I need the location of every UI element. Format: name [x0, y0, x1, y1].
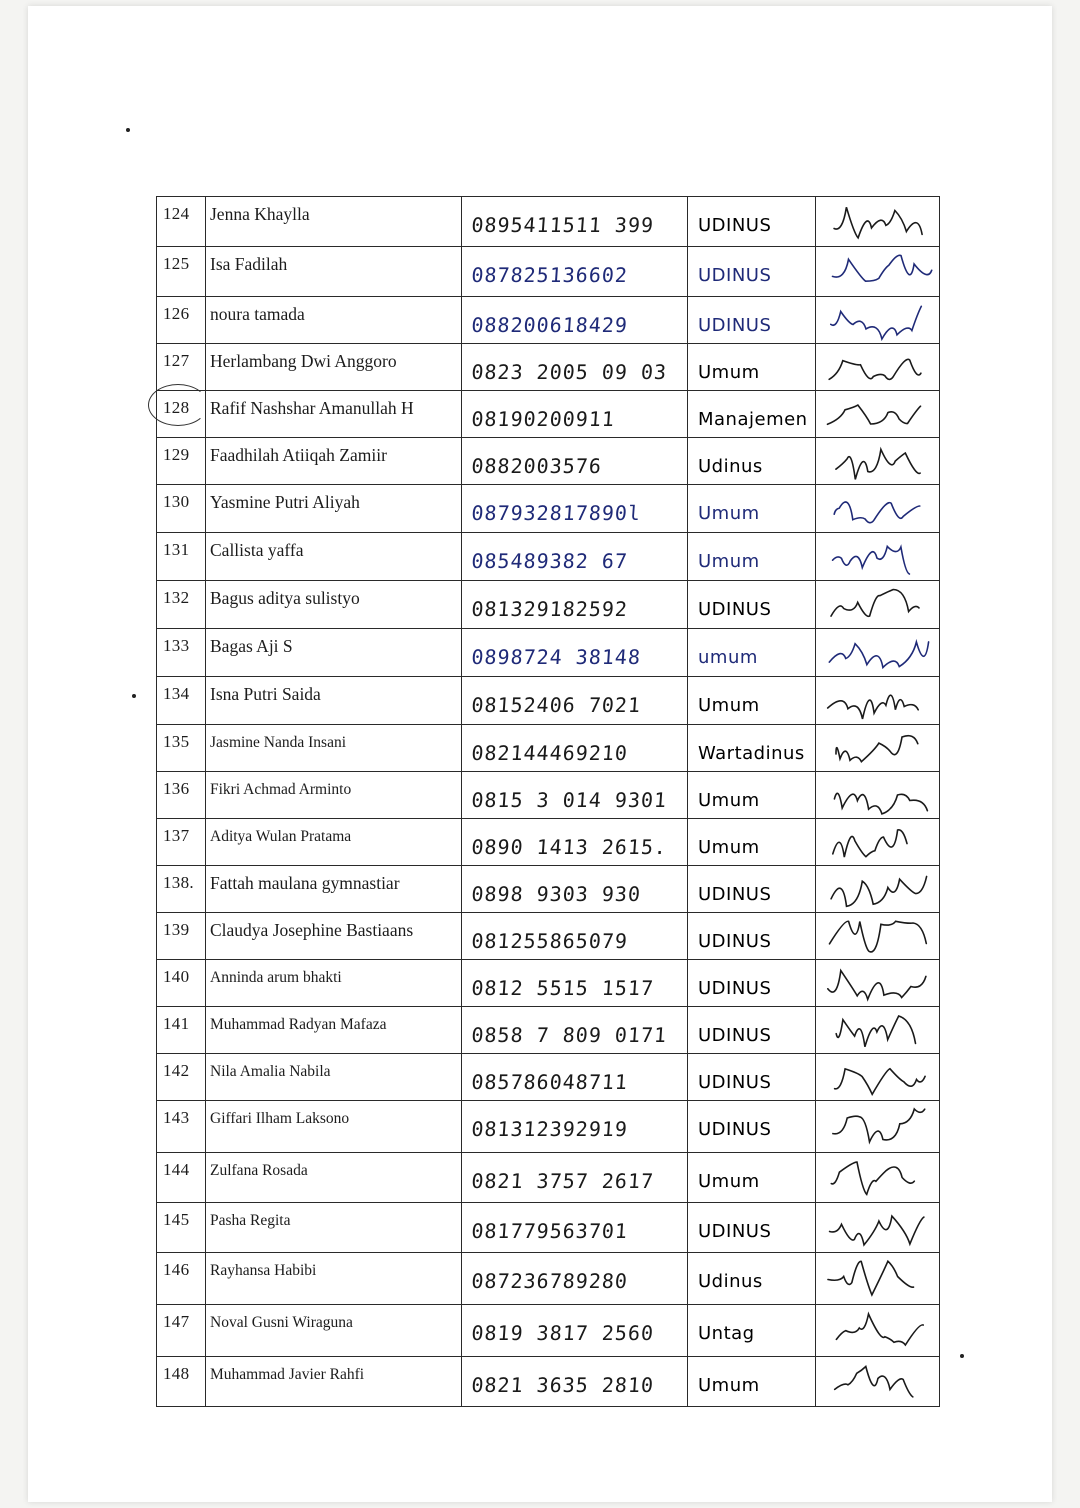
handwritten-phone: 088200618429 — [470, 313, 629, 337]
name-cell — [206, 344, 462, 391]
signature-scribble — [819, 1359, 937, 1403]
signature-scribble — [819, 1155, 937, 1199]
table-row — [157, 866, 940, 913]
table-row — [157, 1054, 940, 1101]
signature-scribble — [819, 1103, 937, 1147]
table-row — [157, 1153, 940, 1203]
table-row — [157, 197, 940, 247]
table-row — [157, 960, 940, 1007]
phone-cell — [462, 677, 688, 725]
row-number: 130 — [163, 492, 190, 511]
row-number-cell — [157, 581, 206, 629]
signature-scribble — [819, 1307, 937, 1351]
handwritten-phone: 087236789280 — [470, 1269, 629, 1293]
phone-cell — [462, 391, 688, 438]
table-row — [157, 725, 940, 772]
handwritten-institution: UDINUS — [698, 215, 772, 236]
table-row — [157, 629, 940, 677]
handwritten-institution: UDINUS — [698, 978, 772, 999]
row-number-cell — [157, 1305, 206, 1357]
signature-cell — [816, 1357, 940, 1407]
attendee-name: Rayhansa Habibi — [210, 1262, 317, 1279]
row-number: 142 — [163, 1061, 190, 1080]
signature-cell — [816, 581, 940, 629]
signature-scribble — [819, 1205, 937, 1249]
attendee-name: noura tamada — [210, 304, 305, 324]
institution-cell — [688, 1203, 816, 1253]
row-number-cell — [157, 1153, 206, 1203]
ink-dot — [126, 128, 130, 132]
phone-cell — [462, 344, 688, 391]
signature-cell — [816, 1203, 940, 1253]
row-number: 124 — [163, 204, 190, 223]
attendee-name: Fattah maulana gymnastiar — [210, 873, 400, 893]
signature-scribble — [819, 679, 937, 723]
row-number-cell — [157, 297, 206, 344]
attendee-name: Bagas Aji S — [210, 636, 293, 656]
phone-cell — [462, 533, 688, 581]
handwritten-phone: 0890 1413 2615. — [470, 835, 668, 859]
handwritten-institution: UDINUS — [698, 931, 772, 952]
name-cell — [206, 725, 462, 772]
handwritten-institution: Udinus — [698, 456, 763, 477]
signature-cell — [816, 725, 940, 772]
table-row — [157, 772, 940, 819]
handwritten-phone: 087825136602 — [470, 263, 629, 287]
row-number: 135 — [163, 732, 190, 751]
row-number: 131 — [163, 540, 190, 559]
institution-cell — [688, 1153, 816, 1203]
table-row — [157, 913, 940, 960]
signature-cell — [816, 629, 940, 677]
table-row — [157, 1357, 940, 1407]
name-cell — [206, 297, 462, 344]
signature-cell — [816, 1305, 940, 1357]
row-number: 137 — [163, 826, 190, 845]
table-row — [157, 485, 940, 533]
handwritten-phone: 08190200911 — [470, 407, 616, 431]
row-number: 128 — [163, 398, 190, 417]
table-row — [157, 1007, 940, 1054]
institution-cell — [688, 247, 816, 297]
phone-cell — [462, 960, 688, 1007]
attendance-table — [156, 196, 940, 1407]
signature-cell — [816, 1101, 940, 1153]
ink-dot — [132, 694, 136, 698]
handwritten-institution: UDINUS — [698, 315, 772, 336]
signature-cell — [816, 913, 940, 960]
institution-cell — [688, 438, 816, 485]
name-cell — [206, 391, 462, 438]
row-number: 134 — [163, 684, 190, 703]
phone-cell — [462, 629, 688, 677]
name-cell — [206, 438, 462, 485]
name-cell — [206, 1101, 462, 1153]
row-number: 141 — [163, 1014, 190, 1033]
signature-cell — [816, 247, 940, 297]
signature-scribble — [819, 1009, 937, 1053]
row-number-cell — [157, 1007, 206, 1054]
name-cell — [206, 1054, 462, 1101]
institution-cell — [688, 1305, 816, 1357]
institution-cell — [688, 1007, 816, 1054]
signature-scribble — [819, 487, 937, 531]
handwritten-institution: Manajemen — [698, 409, 808, 430]
row-number: 148 — [163, 1364, 190, 1383]
attendee-name: Pasha Regita — [210, 1212, 291, 1229]
row-number-cell — [157, 533, 206, 581]
handwritten-institution: Untag — [698, 1323, 755, 1344]
handwritten-phone: 0819 3817 2560 — [470, 1321, 655, 1345]
row-number: 138. — [163, 873, 194, 892]
institution-cell — [688, 819, 816, 866]
institution-cell — [688, 677, 816, 725]
signature-cell — [816, 1253, 940, 1305]
signature-scribble — [819, 727, 937, 771]
name-cell — [206, 677, 462, 725]
row-number-cell — [157, 1054, 206, 1101]
handwritten-phone: 0898 9303 930 — [470, 882, 642, 906]
handwritten-phone: 0895411511 399 — [470, 213, 655, 237]
name-cell — [206, 913, 462, 960]
institution-cell — [688, 725, 816, 772]
institution-cell — [688, 297, 816, 344]
institution-cell — [688, 913, 816, 960]
row-number-cell — [157, 247, 206, 297]
institution-cell — [688, 391, 816, 438]
handwritten-institution: Umum — [698, 837, 760, 858]
handwritten-institution: Udinus — [698, 1271, 763, 1292]
table-row — [157, 533, 940, 581]
handwritten-institution: Umum — [698, 790, 760, 811]
handwritten-institution: Umum — [698, 695, 760, 716]
ink-dot — [960, 1354, 964, 1358]
name-cell — [206, 1305, 462, 1357]
institution-cell — [688, 960, 816, 1007]
handwritten-phone: 087932817890l — [470, 501, 642, 525]
name-cell — [206, 772, 462, 819]
signature-cell — [816, 866, 940, 913]
handwritten-institution: Umum — [698, 503, 760, 524]
signature-cell — [816, 438, 940, 485]
row-number-cell — [157, 438, 206, 485]
table-row — [157, 1101, 940, 1153]
row-number: 136 — [163, 779, 190, 798]
row-number: 144 — [163, 1160, 190, 1179]
row-number-cell — [157, 1357, 206, 1407]
handwritten-phone: 0882003576 — [470, 454, 603, 478]
phone-cell — [462, 1357, 688, 1407]
table-row — [157, 247, 940, 297]
row-number-cell — [157, 391, 206, 438]
phone-cell — [462, 772, 688, 819]
row-number-cell — [157, 819, 206, 866]
signature-scribble — [819, 631, 937, 675]
row-number: 129 — [163, 445, 190, 464]
handwritten-phone: 0858 7 809 0171 — [470, 1023, 668, 1047]
name-cell — [206, 1007, 462, 1054]
handwritten-institution: Wartadinus — [698, 743, 805, 764]
signature-cell — [816, 297, 940, 344]
phone-cell — [462, 1253, 688, 1305]
row-number-cell — [157, 772, 206, 819]
name-cell — [206, 960, 462, 1007]
institution-cell — [688, 533, 816, 581]
name-cell — [206, 1153, 462, 1203]
name-cell — [206, 1357, 462, 1407]
signature-scribble — [819, 249, 937, 293]
signature-scribble — [819, 868, 937, 912]
handwritten-phone: 085489382 67 — [470, 549, 629, 573]
signature-scribble — [819, 1255, 937, 1299]
table-row — [157, 581, 940, 629]
handwritten-institution: Umum — [698, 1171, 760, 1192]
row-number: 132 — [163, 588, 190, 607]
handwritten-institution: Umum — [698, 1375, 760, 1396]
handwritten-phone: 0898724 38148 — [470, 645, 642, 669]
phone-cell — [462, 1305, 688, 1357]
phone-cell — [462, 1153, 688, 1203]
row-number: 146 — [163, 1260, 190, 1279]
attendee-name: Muhammad Radyan Mafaza — [210, 1016, 387, 1033]
row-number: 139 — [163, 920, 190, 939]
name-cell — [206, 581, 462, 629]
institution-cell — [688, 1101, 816, 1153]
attendee-name: Jasmine Nanda Insani — [210, 734, 347, 751]
attendee-name: Bagus aditya sulistyo — [210, 588, 360, 608]
name-cell — [206, 197, 462, 247]
phone-cell — [462, 819, 688, 866]
attendee-name: Faadhilah Atiiqah Zamiir — [210, 445, 387, 465]
row-number-cell — [157, 485, 206, 533]
handwritten-institution: UDINUS — [698, 884, 772, 905]
phone-cell — [462, 725, 688, 772]
phone-cell — [462, 247, 688, 297]
name-cell — [206, 1203, 462, 1253]
phone-cell — [462, 1203, 688, 1253]
attendance-rows — [157, 197, 940, 1407]
signature-cell — [816, 391, 940, 438]
phone-cell — [462, 438, 688, 485]
handwritten-phone: 0823 2005 09 03 — [470, 360, 668, 384]
phone-cell — [462, 485, 688, 533]
institution-cell — [688, 1357, 816, 1407]
row-number-cell — [157, 960, 206, 1007]
attendee-name: Isa Fadilah — [210, 254, 288, 274]
signature-scribble — [819, 393, 937, 437]
signature-scribble — [819, 199, 937, 243]
phone-cell — [462, 297, 688, 344]
handwritten-institution: UDINUS — [698, 1072, 772, 1093]
attendee-name: Aditya Wulan Pratama — [210, 828, 352, 845]
handwritten-institution: UDINUS — [698, 1221, 772, 1242]
row-number: 133 — [163, 636, 190, 655]
handwritten-phone: 0812 5515 1517 — [470, 976, 655, 1000]
phone-cell — [462, 581, 688, 629]
phone-cell — [462, 1054, 688, 1101]
signature-cell — [816, 197, 940, 247]
handwritten-institution: Umum — [698, 551, 760, 572]
handwritten-phone: 081255865079 — [470, 929, 629, 953]
institution-cell — [688, 629, 816, 677]
phone-cell — [462, 197, 688, 247]
signature-scribble — [819, 821, 937, 865]
name-cell — [206, 819, 462, 866]
handwritten-institution: Umum — [698, 362, 760, 383]
signature-cell — [816, 819, 940, 866]
handwritten-phone: 081329182592 — [470, 597, 629, 621]
table-row — [157, 344, 940, 391]
row-number-cell — [157, 344, 206, 391]
signature-cell — [816, 533, 940, 581]
row-number-cell — [157, 725, 206, 772]
attendee-name: Callista yaffa — [210, 540, 304, 560]
attendee-name: Yasmine Putri Aliyah — [210, 492, 360, 512]
signature-cell — [816, 677, 940, 725]
name-cell — [206, 866, 462, 913]
name-cell — [206, 1253, 462, 1305]
institution-cell — [688, 1054, 816, 1101]
signature-cell — [816, 1007, 940, 1054]
institution-cell — [688, 485, 816, 533]
attendee-name: Fikri Achmad Arminto — [210, 781, 352, 798]
signature-scribble — [819, 915, 937, 959]
signature-scribble — [819, 774, 937, 818]
institution-cell — [688, 772, 816, 819]
table-row — [157, 297, 940, 344]
attendee-name: Zulfana Rosada — [210, 1162, 308, 1179]
table-row — [157, 391, 940, 438]
attendee-name: Noval Gusni Wiraguna — [210, 1314, 353, 1331]
table-row — [157, 677, 940, 725]
signature-scribble — [819, 346, 937, 390]
row-number: 145 — [163, 1210, 190, 1229]
attendee-name: Isna Putri Saida — [210, 684, 321, 704]
signature-cell — [816, 772, 940, 819]
institution-cell — [688, 866, 816, 913]
handwritten-phone: 081779563701 — [470, 1219, 629, 1243]
institution-cell — [688, 581, 816, 629]
signature-scribble — [819, 1056, 937, 1100]
attendee-name: Jenna Khaylla — [210, 204, 310, 224]
row-number: 126 — [163, 304, 190, 323]
attendee-name: Herlambang Dwi Anggoro — [210, 351, 397, 371]
table-row — [157, 1253, 940, 1305]
institution-cell — [688, 344, 816, 391]
row-number-cell — [157, 1101, 206, 1153]
name-cell — [206, 247, 462, 297]
row-number-cell — [157, 677, 206, 725]
handwritten-institution: UDINUS — [698, 265, 772, 286]
signature-scribble — [819, 583, 937, 627]
phone-cell — [462, 1101, 688, 1153]
phone-cell — [462, 913, 688, 960]
name-cell — [206, 485, 462, 533]
handwritten-phone: 082144469210 — [470, 741, 629, 765]
signature-scribble — [819, 962, 937, 1006]
handwritten-institution: UDINUS — [698, 1119, 772, 1140]
institution-cell — [688, 1253, 816, 1305]
row-number: 143 — [163, 1108, 190, 1127]
signature-scribble — [819, 440, 937, 484]
row-number: 140 — [163, 967, 190, 986]
handwritten-institution: UDINUS — [698, 599, 772, 620]
attendee-name: Claudya Josephine Bastiaans — [210, 920, 414, 940]
row-number: 147 — [163, 1312, 190, 1331]
row-number-cell — [157, 1203, 206, 1253]
handwritten-phone: 081312392919 — [470, 1117, 629, 1141]
row-number-cell — [157, 1253, 206, 1305]
handwritten-phone: 08152406 7021 — [470, 693, 642, 717]
handwritten-phone: 0821 3757 2617 — [470, 1169, 655, 1193]
signature-cell — [816, 344, 940, 391]
table-row — [157, 819, 940, 866]
attendee-name: Giffari Ilham Laksono — [210, 1110, 350, 1127]
handwritten-phone: 0815 3 014 9301 — [470, 788, 668, 812]
name-cell — [206, 629, 462, 677]
attendee-name: Muhammad Javier Rahfi — [210, 1366, 365, 1383]
name-cell — [206, 533, 462, 581]
row-number-cell — [157, 629, 206, 677]
handwritten-institution: UDINUS — [698, 1025, 772, 1046]
row-number: 125 — [163, 254, 190, 273]
table-row — [157, 1203, 940, 1253]
signature-cell — [816, 960, 940, 1007]
phone-cell — [462, 1007, 688, 1054]
handwritten-phone: 0821 3635 2810 — [470, 1373, 655, 1397]
attendee-name: Nila Amalia Nabila — [210, 1063, 331, 1080]
row-number-cell — [157, 913, 206, 960]
signature-cell — [816, 485, 940, 533]
attendee-name: Rafif Nashshar Amanullah H — [210, 398, 414, 418]
row-number: 127 — [163, 351, 190, 370]
row-number-cell — [157, 197, 206, 247]
signature-scribble — [819, 535, 937, 579]
signature-cell — [816, 1054, 940, 1101]
signature-scribble — [819, 299, 937, 343]
table-row — [157, 1305, 940, 1357]
institution-cell — [688, 197, 816, 247]
handwritten-phone: 085786048711 — [470, 1070, 629, 1094]
handwritten-institution: umum — [698, 647, 758, 668]
attendee-name: Anninda arum bhakti — [210, 969, 342, 986]
signature-cell — [816, 1153, 940, 1203]
table-row — [157, 438, 940, 485]
phone-cell — [462, 866, 688, 913]
row-number-cell — [157, 866, 206, 913]
